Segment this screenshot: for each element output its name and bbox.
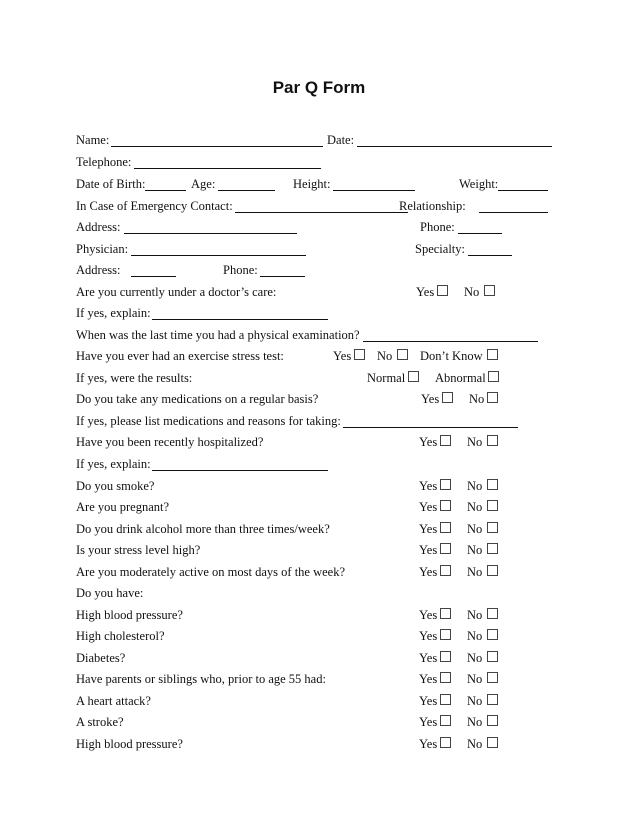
physician-field[interactable] xyxy=(131,255,306,256)
no-label: No xyxy=(467,435,483,449)
alcohol-yes-checkbox[interactable] xyxy=(440,522,451,533)
last-exam-field[interactable] xyxy=(363,341,538,342)
high-cholesterol-yes-checkbox[interactable] xyxy=(440,629,451,640)
age-label: Age: xyxy=(191,177,216,191)
no-label: No xyxy=(467,629,483,643)
list-medications-field[interactable] xyxy=(343,427,518,428)
heart-attack-yes-checkbox[interactable] xyxy=(440,694,451,705)
no-label: No xyxy=(467,715,483,729)
telephone-field[interactable] xyxy=(134,168,321,169)
yes-label: Yes xyxy=(419,608,438,622)
normal-label: Normal xyxy=(367,371,406,385)
hospitalized-no-checkbox[interactable] xyxy=(487,435,498,446)
phone-label: Phone: xyxy=(420,220,455,234)
weight-field[interactable] xyxy=(498,190,548,191)
active-yes-checkbox[interactable] xyxy=(440,565,451,576)
family-high-blood-pressure-question: High blood pressure? xyxy=(76,737,183,751)
dont-know-label: Don’t Know xyxy=(420,349,483,363)
no-label: No xyxy=(469,392,485,406)
family-high-blood-pressure-yes-checkbox[interactable] xyxy=(440,737,451,748)
weight-label: Weight: xyxy=(459,177,499,191)
heart-attack-question: A heart attack? xyxy=(76,694,151,708)
yes-label: Yes xyxy=(419,672,438,686)
stress-level-question: Is your stress level high? xyxy=(76,543,201,557)
yes-label: Yes xyxy=(419,651,438,665)
physician-phone-field[interactable] xyxy=(260,276,305,277)
yes-label: Yes xyxy=(419,543,438,557)
form-title: Par Q Form xyxy=(272,78,366,97)
alcohol-no-checkbox[interactable] xyxy=(487,522,498,533)
stress-test-dont-know-checkbox[interactable] xyxy=(487,349,498,360)
phone-field[interactable] xyxy=(458,233,502,234)
no-label: No xyxy=(467,500,483,514)
diabetes-question: Diabetes? xyxy=(76,651,126,665)
results-question: If yes, were the results: xyxy=(76,371,193,385)
stress-level-no-checkbox[interactable] xyxy=(487,543,498,554)
yes-label: Yes xyxy=(419,565,438,579)
yes-label: Yes xyxy=(419,479,438,493)
address-label: Address: xyxy=(76,220,121,234)
yes-label: Yes xyxy=(419,737,438,751)
medications-question: Do you take any medications on a regular basis? xyxy=(76,392,319,406)
hospitalized-question: Have you been recently hospitalized? xyxy=(76,435,264,449)
pregnant-question: Are you pregnant? xyxy=(76,500,170,514)
name-label: Name: xyxy=(76,133,110,147)
emergency-field[interactable] xyxy=(235,212,408,213)
no-label: No xyxy=(467,608,483,622)
date-label: Date: xyxy=(327,133,355,147)
pregnant-yes-checkbox[interactable] xyxy=(440,500,451,511)
medications-no-checkbox[interactable] xyxy=(487,392,498,403)
physician-phone-label: Phone: xyxy=(223,263,258,277)
smoke-yes-checkbox[interactable] xyxy=(440,479,451,490)
do-you-have-heading: Do you have: xyxy=(76,586,144,600)
stress-level-yes-checkbox[interactable] xyxy=(440,543,451,554)
no-label: No xyxy=(467,565,483,579)
high-blood-pressure-question: High blood pressure? xyxy=(76,608,183,622)
yes-label: Yes xyxy=(421,392,440,406)
smoke-question: Do you smoke? xyxy=(76,479,155,493)
diabetes-no-checkbox[interactable] xyxy=(487,651,498,662)
no-label: No xyxy=(467,479,483,493)
pregnant-no-checkbox[interactable] xyxy=(487,500,498,511)
stroke-question: A stroke? xyxy=(76,715,124,729)
yes-label: Yes xyxy=(419,694,438,708)
height-label: Height: xyxy=(293,177,331,191)
high-blood-pressure-yes-checkbox[interactable] xyxy=(440,608,451,619)
no-label: No xyxy=(467,672,483,686)
address-field[interactable] xyxy=(124,233,297,234)
family-history-question: Have parents or siblings who, prior to age 55 had: xyxy=(76,672,326,686)
date-field[interactable] xyxy=(357,146,552,147)
explain-field[interactable] xyxy=(152,319,328,320)
doctor-care-question: Are you currently under a doctor’s care: xyxy=(76,285,277,299)
yes-label: Yes xyxy=(419,629,438,643)
no-label: No xyxy=(467,522,483,536)
last-exam-question: When was the last time you had a physical examination? xyxy=(76,328,360,342)
doctor-care-yes-checkbox[interactable] xyxy=(437,285,448,296)
relationship-label: Relationship: xyxy=(399,199,466,213)
smoke-no-checkbox[interactable] xyxy=(487,479,498,490)
explain-field[interactable] xyxy=(152,470,328,471)
emergency-label: In Case of Emergency Contact: xyxy=(76,199,233,213)
results-abnormal-checkbox[interactable] xyxy=(488,371,499,382)
high-blood-pressure-no-checkbox[interactable] xyxy=(487,608,498,619)
dob-label: Date of Birth: xyxy=(76,177,146,191)
explain-label: If yes, explain: xyxy=(76,306,151,320)
physician-address-field[interactable] xyxy=(131,276,176,277)
results-normal-checkbox[interactable] xyxy=(408,371,419,382)
name-field[interactable] xyxy=(111,146,323,147)
no-label: No xyxy=(464,285,480,299)
medications-yes-checkbox[interactable] xyxy=(442,392,453,403)
specialty-field[interactable] xyxy=(468,255,512,256)
stroke-no-checkbox[interactable] xyxy=(487,715,498,726)
yes-label: Yes xyxy=(419,500,438,514)
list-medications-label: If yes, please list medications and reasons for taking: xyxy=(76,414,341,428)
specialty-label: Specialty: xyxy=(415,242,465,256)
yes-label: Yes xyxy=(333,349,352,363)
alcohol-question: Do you drink alcohol more than three times/week? xyxy=(76,522,330,536)
no-label: No xyxy=(377,349,393,363)
no-label: No xyxy=(467,651,483,665)
high-cholesterol-no-checkbox[interactable] xyxy=(487,629,498,640)
stress-test-no-checkbox[interactable] xyxy=(397,349,408,360)
dob-field[interactable] xyxy=(145,190,186,191)
yes-label: Yes xyxy=(416,285,435,299)
age-field[interactable] xyxy=(218,190,275,191)
height-field[interactable] xyxy=(333,190,415,191)
no-label: No xyxy=(467,737,483,751)
relationship-field[interactable] xyxy=(479,212,548,213)
abnormal-label: Abnormal xyxy=(435,371,486,385)
stress-test-yes-checkbox[interactable] xyxy=(354,349,365,360)
physician-label: Physician: xyxy=(76,242,129,256)
stress-test-question: Have you ever had an exercise stress test: xyxy=(76,349,284,363)
heart-attack-no-checkbox[interactable] xyxy=(487,694,498,705)
family-history-yes-checkbox[interactable] xyxy=(440,672,451,683)
physician-address-label: Address: xyxy=(76,263,121,277)
diabetes-yes-checkbox[interactable] xyxy=(440,651,451,662)
family-history-no-checkbox[interactable] xyxy=(487,672,498,683)
active-question: Are you moderately active on most days of the week? xyxy=(76,565,346,579)
no-label: No xyxy=(467,694,483,708)
active-no-checkbox[interactable] xyxy=(487,565,498,576)
family-high-blood-pressure-no-checkbox[interactable] xyxy=(487,737,498,748)
high-cholesterol-question: High cholesterol? xyxy=(76,629,165,643)
telephone-label: Telephone: xyxy=(76,155,132,169)
explain-label: If yes, explain: xyxy=(76,457,151,471)
doctor-care-no-checkbox[interactable] xyxy=(484,285,495,296)
hospitalized-yes-checkbox[interactable] xyxy=(440,435,451,446)
stroke-yes-checkbox[interactable] xyxy=(440,715,451,726)
yes-label: Yes xyxy=(419,715,438,729)
yes-label: Yes xyxy=(419,435,438,449)
yes-label: Yes xyxy=(419,522,438,536)
no-label: No xyxy=(467,543,483,557)
